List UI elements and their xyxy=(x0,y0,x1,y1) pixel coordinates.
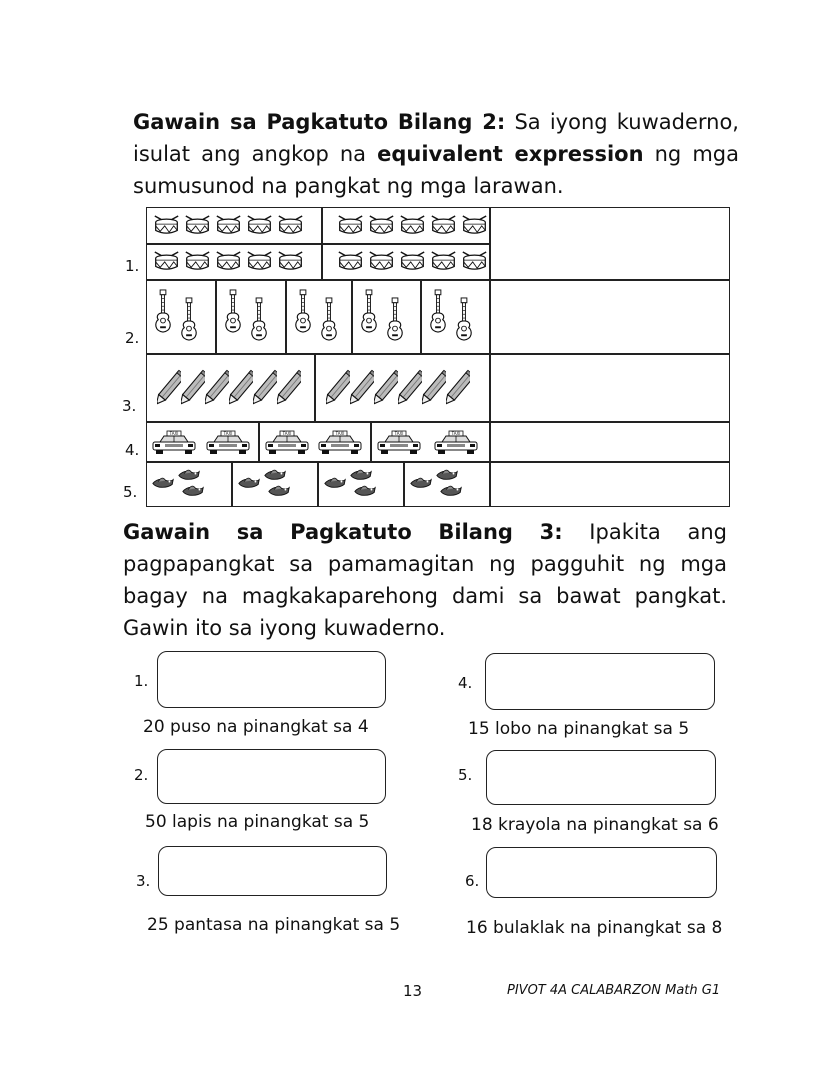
drum-icon xyxy=(430,214,457,236)
row-number-1: 1. xyxy=(125,257,140,275)
taxi-icon xyxy=(205,430,251,456)
drum-icon xyxy=(337,250,364,272)
picture-groups-table xyxy=(146,207,730,507)
task-number-2: 2. xyxy=(134,766,149,784)
drum-icon xyxy=(246,214,273,236)
task-number-4: 4. xyxy=(458,674,473,692)
bird-group-3 xyxy=(318,462,404,507)
bird-icon xyxy=(151,475,175,490)
pencil-icon xyxy=(181,367,205,411)
pencil-group-2 xyxy=(315,354,491,422)
answer-box-row-4[interactable] xyxy=(489,422,730,462)
pencil-icon xyxy=(422,367,446,411)
answer-box-row-3[interactable] xyxy=(489,354,730,422)
bird-icon xyxy=(237,475,261,490)
pencil-icon xyxy=(350,367,374,411)
pencil-icon xyxy=(374,367,398,411)
activity3-line1: Gawain sa Pagkatuto Bilang 3: Ipakita ang xyxy=(123,520,727,544)
guitar-icon xyxy=(359,289,379,333)
drum-icon xyxy=(153,214,180,236)
bird-group-4 xyxy=(404,462,491,507)
guitar-icon xyxy=(319,297,339,341)
task-caption-1: 20 puso na pinangkat sa 4 xyxy=(143,717,369,737)
row-number-3: 3. xyxy=(122,397,137,415)
pencil-icon xyxy=(398,367,422,411)
taxi-icon xyxy=(433,430,479,456)
answer-box-row-5[interactable] xyxy=(489,462,730,507)
row-number-2: 2. xyxy=(125,329,140,347)
taxi-icon xyxy=(317,430,363,456)
task-drawing-box-1[interactable] xyxy=(157,651,386,708)
page-number: 13 xyxy=(403,982,423,1000)
drum-icon xyxy=(368,214,395,236)
task-number-5: 5. xyxy=(458,766,473,784)
row-number-5: 5. xyxy=(123,483,138,501)
answer-box-row-2[interactable] xyxy=(489,280,730,354)
task-drawing-box-5[interactable] xyxy=(486,750,716,805)
drum-group-3 xyxy=(146,244,322,280)
guitar-icon xyxy=(179,297,199,341)
guitar-icon xyxy=(385,297,405,341)
taxi-group-3 xyxy=(371,422,491,462)
task-number-1: 1. xyxy=(134,672,149,690)
drum-group-2 xyxy=(322,207,491,244)
bird-icon xyxy=(409,475,433,490)
svg-text:TAXI: TAXI xyxy=(169,431,179,437)
drum-icon xyxy=(461,214,488,236)
drum-group-1 xyxy=(146,207,322,244)
bird-icon xyxy=(181,483,205,498)
guitar-group-5 xyxy=(421,280,491,354)
pencil-icon xyxy=(326,367,350,411)
guitar-icon xyxy=(223,289,243,333)
taxi-icon xyxy=(376,430,422,456)
drum-icon xyxy=(153,250,180,272)
drum-icon xyxy=(277,250,304,272)
equivalent-expression-term: equivalent expression xyxy=(377,142,644,166)
taxi-group-1 xyxy=(146,422,259,462)
drum-icon xyxy=(368,250,395,272)
activity2-line3: sumusunod na pangkat ng mga larawan. xyxy=(133,174,564,198)
pencil-icon xyxy=(205,367,229,411)
task-caption-4: 15 lobo na pinangkat sa 5 xyxy=(468,719,690,739)
bird-icon xyxy=(177,467,201,482)
pencil-icon xyxy=(157,367,181,411)
row-number-4: 4. xyxy=(125,441,140,459)
pencil-icon xyxy=(229,367,253,411)
task-number-3: 3. xyxy=(136,872,151,890)
bird-icon xyxy=(439,483,463,498)
svg-text:TAXI: TAXI xyxy=(394,431,404,437)
bird-group-1 xyxy=(146,462,232,507)
activity2-paragraph xyxy=(133,106,739,202)
bird-icon xyxy=(263,467,287,482)
guitar-group-2 xyxy=(216,280,286,354)
pencil-group-1 xyxy=(146,354,315,422)
taxi-group-2 xyxy=(259,422,371,462)
guitar-icon xyxy=(293,289,313,333)
task-drawing-box-3[interactable] xyxy=(158,846,387,896)
activity3-line4: Gawin ito sa iyong kuwaderno. xyxy=(123,616,446,640)
activity2-heading: Gawain sa Pagkatuto Bilang 2: xyxy=(133,110,506,134)
activity3-paragraph xyxy=(123,516,727,644)
task-caption-3: 25 pantasa na pinangkat sa 5 xyxy=(147,915,401,935)
guitar-icon xyxy=(153,289,173,333)
svg-text:TAXI: TAXI xyxy=(335,431,345,437)
drum-icon xyxy=(215,250,242,272)
svg-text:TAXI: TAXI xyxy=(451,431,461,437)
pencil-icon xyxy=(277,367,301,411)
task-drawing-box-4[interactable] xyxy=(485,653,715,710)
task-caption-5: 18 krayola na pinangkat sa 6 xyxy=(471,815,719,835)
svg-text:TAXI: TAXI xyxy=(282,431,292,437)
task-caption-2: 50 lapis na pinangkat sa 5 xyxy=(145,812,370,832)
drum-icon xyxy=(461,250,488,272)
drum-group-4 xyxy=(322,244,491,280)
task-drawing-box-2[interactable] xyxy=(157,749,386,804)
guitar-icon xyxy=(249,297,269,341)
activity2-line1: Gawain sa Pagkatuto Bilang 2: Sa iyong kuwaderno, xyxy=(133,110,739,134)
taxi-icon xyxy=(264,430,310,456)
activity2-line2: isulat ang angkop na equivalent expression ng mga xyxy=(133,142,739,166)
drum-icon xyxy=(399,250,426,272)
drum-icon xyxy=(277,214,304,236)
pencil-icon xyxy=(446,367,470,411)
drum-icon xyxy=(337,214,364,236)
answer-box-row-1[interactable] xyxy=(489,207,730,280)
bird-icon xyxy=(267,483,291,498)
drum-icon xyxy=(430,250,457,272)
guitar-group-4 xyxy=(352,280,421,354)
bird-icon xyxy=(353,483,377,498)
activity3-line2: pagpapangkat sa pamamagitan ng pagguhit ng mga xyxy=(123,552,727,576)
task-caption-6: 16 bulaklak na pinangkat sa 8 xyxy=(466,918,723,938)
drum-icon xyxy=(184,214,211,236)
bird-icon xyxy=(349,467,373,482)
bird-icon xyxy=(323,475,347,490)
drum-icon xyxy=(399,214,426,236)
task-drawing-box-6[interactable] xyxy=(486,847,717,898)
pencil-icon xyxy=(253,367,277,411)
guitar-group-1 xyxy=(146,280,216,354)
taxi-icon xyxy=(151,430,197,456)
bird-group-2 xyxy=(232,462,318,507)
svg-text:TAXI: TAXI xyxy=(223,431,232,437)
guitar-group-3 xyxy=(286,280,352,354)
task-number-6: 6. xyxy=(465,872,480,890)
drum-icon xyxy=(215,214,242,236)
guitar-icon xyxy=(454,297,474,341)
drum-icon xyxy=(184,250,211,272)
guitar-icon xyxy=(428,289,448,333)
footer-source: PIVOT 4A CALABARZON Math G1 xyxy=(507,983,721,998)
activity3-line3: bagay na magkakaparehong dami sa bawat pangkat. xyxy=(123,584,727,608)
bird-icon xyxy=(435,467,459,482)
drum-icon xyxy=(246,250,273,272)
